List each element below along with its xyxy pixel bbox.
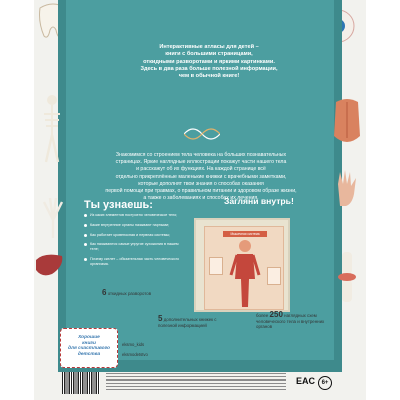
intro-line: книги с большими страницами,: [165, 51, 253, 58]
book-preview-title: Мышечная система: [223, 231, 267, 237]
dna-icon: [184, 128, 220, 140]
stat-text: наглядных схем человеческого тела и внутренних органов: [256, 313, 325, 330]
knee-joint-illustration: [332, 252, 362, 302]
look-inside-heading: Загляни внутрь!: [224, 196, 294, 206]
hand-bones-illustration: [40, 198, 66, 238]
liver-illustration: [34, 252, 64, 278]
body-figure-illustration: [229, 239, 261, 309]
book-preview: [194, 218, 290, 312]
list-item: Почему скелет – обязательная часть человеческого организма.: [84, 257, 180, 267]
book-back-cover: [34, 0, 366, 400]
list-item: Как называются самые упругие сухожилия в нашем теле;: [84, 242, 180, 252]
description-line: которые дополнят твои знания о способах оказания: [138, 180, 264, 187]
booklet-thumbnail: [267, 267, 281, 285]
stat-booklets: [158, 316, 222, 328]
you-learn-heading: Ты узнаешь:: [84, 199, 153, 211]
imprint-smallprint: [106, 373, 286, 395]
intro-line: откидными разворотами и яркими картинками.: [143, 58, 275, 65]
description-line: а также о заболеваниях и способах их лечения.: [143, 195, 259, 202]
stat-number: 6: [102, 288, 107, 297]
list-item: Из каких элементов построено человеческое тело;: [84, 213, 180, 218]
description-line: страницах. Яркие наглядные иллюстрации покажут части нашего тела: [115, 159, 287, 166]
intro-text: [114, 44, 304, 80]
booklet-thumbnail: [209, 257, 223, 275]
stat-diagrams: [256, 312, 328, 330]
social-handle: eksmodetstvo: [122, 352, 148, 357]
eac-mark: EAC: [296, 376, 316, 386]
description-line: и расскажут об их функциях. На каждой странице всё: [136, 166, 266, 173]
list-item: Как работает кровеносная и нервная системы;: [84, 233, 180, 238]
stat-number: 5: [158, 314, 163, 323]
description-text: [80, 152, 322, 202]
stamp-line: Хорошие: [78, 335, 100, 340]
stamp-line: книги: [82, 340, 96, 346]
hand-illustration: [330, 170, 362, 206]
list-item: Какие внутренние органы называют парными;: [84, 223, 180, 228]
intro-line: Здесь в два раза больше полезной информации,: [140, 65, 278, 72]
stamp-line: детства: [77, 351, 101, 357]
age-rating-badge: 6+: [318, 376, 332, 390]
stat-text: дополнительных книжек с полезной информацией: [158, 317, 217, 328]
intro-line: чем в обычной книге!: [178, 73, 240, 80]
stat-spreads: [102, 290, 151, 297]
description-line: первой помощи при травмах, о правильном питании и здоровом образе жизни,: [105, 188, 297, 195]
muscle-torso-illustration: [330, 96, 364, 156]
book-preview-page: [204, 226, 284, 310]
description-line: Знакомимся со строением тела человека на больших познавательных: [115, 152, 287, 158]
intro-line: Интерактивные атласы для детей –: [159, 44, 259, 50]
description-line: отдельно прикреплённые маленькие книжки с врачебными заметками,: [115, 173, 287, 180]
stamp-line: для счастливого: [68, 346, 110, 352]
barcode: [62, 372, 100, 394]
publisher-stamp: [60, 328, 118, 368]
stat-text: откидных разворотов: [107, 291, 152, 296]
social-handle: eksmo_kids: [122, 342, 145, 347]
stat-prefix: более: [256, 313, 269, 318]
stat-number: 250: [269, 310, 283, 319]
skeleton-illustration: [40, 94, 64, 164]
learn-bullet-list: [84, 213, 180, 272]
social-handles: [122, 340, 148, 360]
